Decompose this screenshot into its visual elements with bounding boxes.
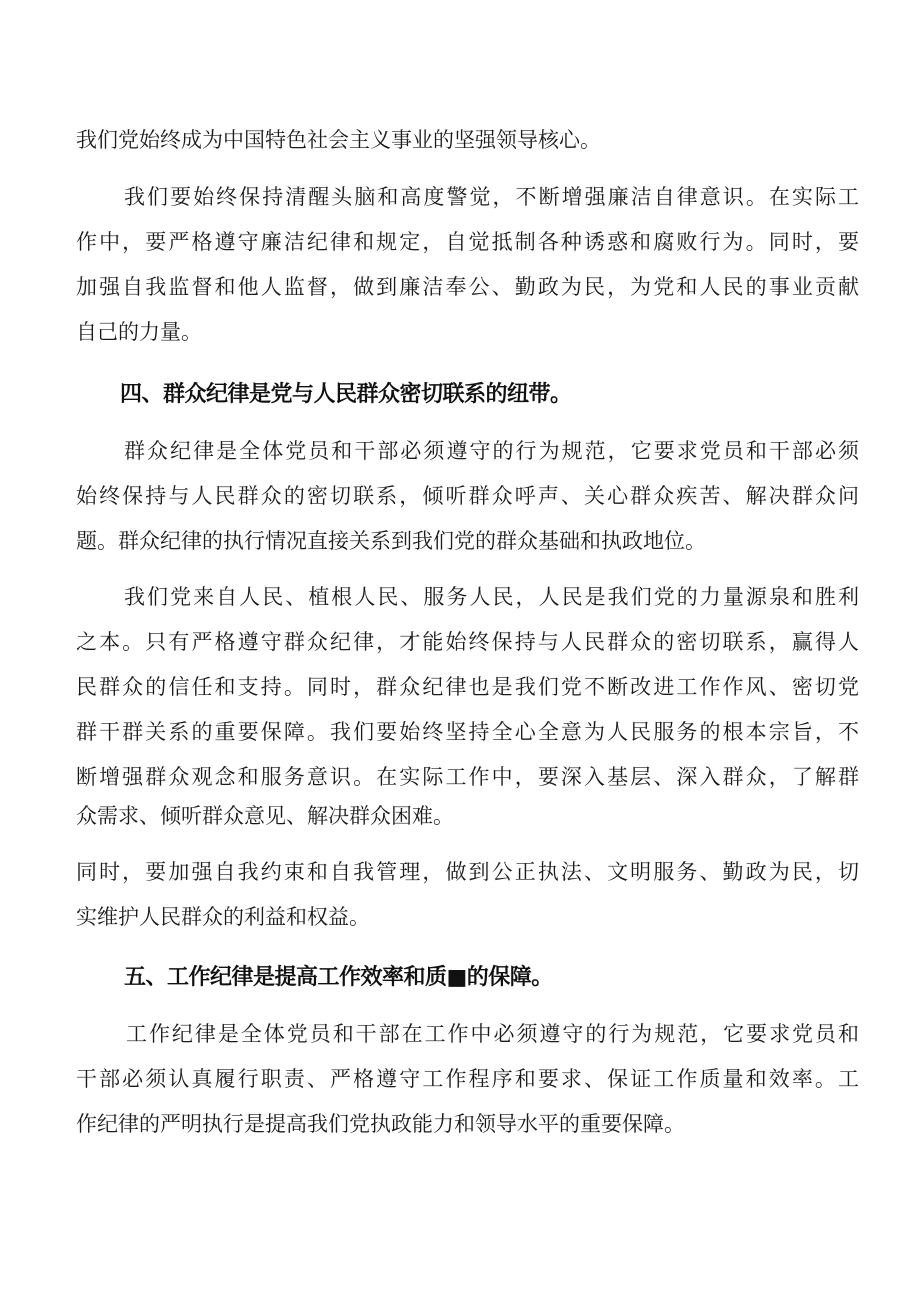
paragraph-line: 加强自我监督和他人监督，做到廉洁奉公、勤政为民，为党和人民的事业贡献 [76, 275, 859, 299]
paragraph-line: 题。群众纪律的执行情况直接关系到我们党的群众基础和执政地位。 [76, 529, 706, 553]
paragraph-line: 作纪律的严明执行是提高我们党执政能力和领导水平的重要保障。 [76, 1112, 685, 1136]
paragraph-line: 干部必须认真履行职责、严格遵守工作程序和要求、保证工作质量和效率。工 [76, 1067, 859, 1091]
paragraph-line: 同时，要加强自我约束和自我管理，做到公正执法、文明服务、勤政为民，切 [76, 860, 859, 884]
paragraph-line: 始终保持与人民群众的密切联系，倾听群众呼声、关心群众疾苦、解决群众问 [76, 484, 859, 508]
section-heading: 五、工作纪律是提高工作效率和质■的保障。 [124, 965, 553, 990]
paragraph-line: 自己的力量。 [76, 320, 202, 344]
section-heading: 四、群众纪律是党与人民群众密切联系的纽带。 [120, 382, 572, 407]
paragraph-line: 民群众的信任和支持。同时，群众纪律也是我们党不断改进工作作风、密切党 [76, 675, 859, 699]
paragraph-line: 我们党始终成为中国特色社会主义事业的坚强领导核心。 [76, 128, 601, 152]
paragraph-line: 作中，要严格遵守廉洁纪律和规定，自觉抵制各种诱惑和腐败行为。同时，要 [76, 230, 859, 254]
paragraph-line: 断增强群众观念和服务意识。在实际工作中，要深入基层、深入群众，了解群 [76, 765, 859, 789]
paragraph-line: 群干群关系的重要保障。我们要始终坚持全心全意为人民服务的根本宗旨，不 [76, 720, 859, 744]
paragraph-line: 众需求、倾听群众意见、解决群众困难。 [76, 804, 454, 828]
paragraph-line: 工作纪律是全体党员和干部在工作中必须遵守的行为规范，它要求党员和 [126, 1022, 859, 1046]
paragraph-line: 我们党来自人民、植根人民、服务人民，人民是我们党的力量源泉和胜利 [124, 585, 859, 609]
paragraph-line: 我们要始终保持清醒头脑和高度警觉，不断增强廉洁自律意识。在实际工 [124, 185, 859, 209]
paragraph-line: 群众纪律是全体党员和干部必须遵守的行为规范，它要求党员和干部必须 [124, 439, 859, 463]
paragraph-line: 之本。只有严格遵守群众纪律，才能始终保持与人民群众的密切联系，赢得人 [76, 630, 859, 654]
paragraph-line: 实维护人民群众的利益和权益。 [76, 905, 370, 929]
